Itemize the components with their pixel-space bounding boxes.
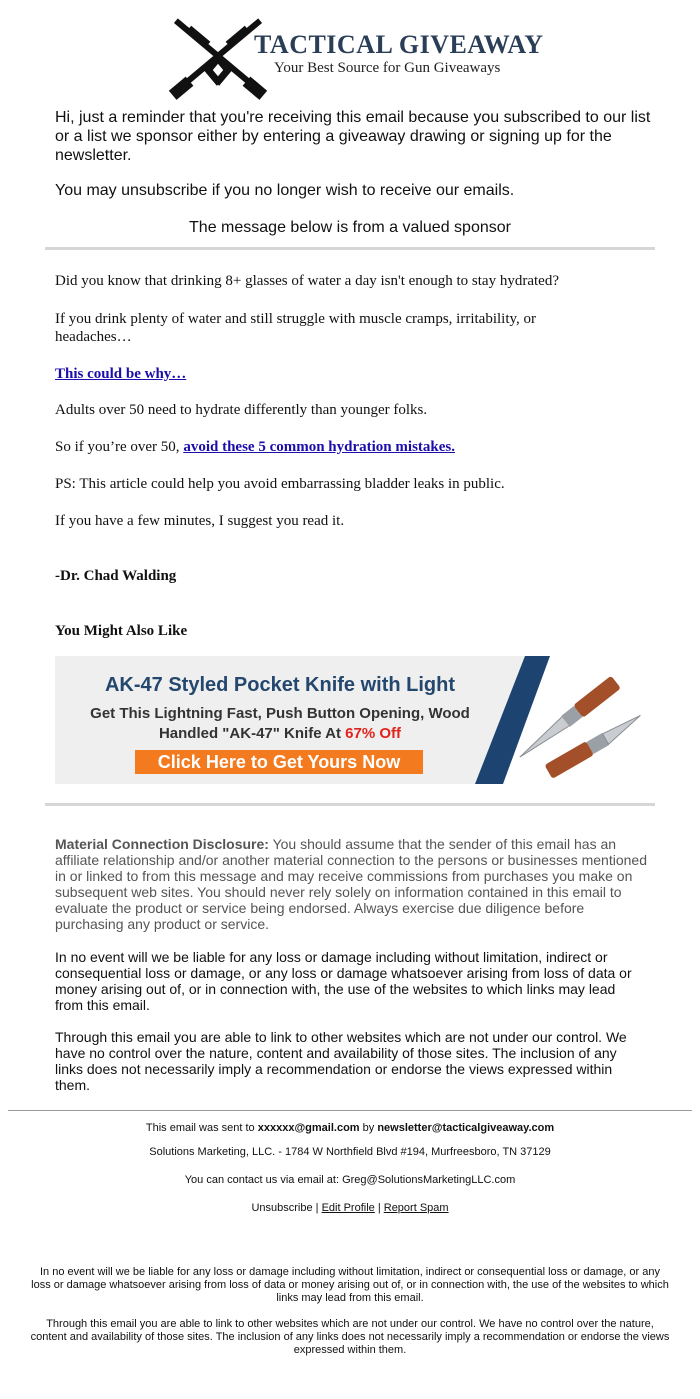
liability-notice: In no event will we be liable for any loss or damage including without limitation, indirect or consequential loss or damage, or any loss or damage whatsoever arising from loss of data or money arising out of, or in connection with, the use of the websites to which links may lead from this email. xyxy=(55,949,632,1013)
knife-ad-banner[interactable] xyxy=(55,656,647,784)
sent-to-line xyxy=(30,1122,670,1135)
sent-by: by xyxy=(359,1122,378,1134)
message-text: So if you’re over 50, xyxy=(55,439,184,455)
message-paragraph: If you drink plenty of water and still struggle with muscle cramps, irritability, or headaches… xyxy=(55,311,537,345)
external-links-notice: Through this email you are able to link to other websites which are not under our control. We have no control over the nature, content and availability of those sites. The inclusion of any links does not necessarily imply a recommendation or endorse the views expressed within them. xyxy=(55,1029,627,1093)
company-address: Solutions Marketing, LLC. - 1784 W Northfield Blvd #194, Murfreesboro, TN 37129 xyxy=(149,1146,551,1158)
logo-tagline: Your Best Source for Gun Giveaways xyxy=(274,60,501,76)
recipient-email: xxxxxx@gmail.com xyxy=(257,1122,360,1134)
ad-cta-button[interactable]: Click Here to Get Yours Now xyxy=(135,750,423,774)
sender-email: newsletter@tacticalgiveaway.com xyxy=(377,1122,555,1134)
unsubscribe-note: You may unsubscribe if you no longer wish to receive our emails. xyxy=(55,182,515,199)
disclosure-body: You should assume that the sender of this email has an affiliate relationship and/or another material connection to the persons or businesses mentioned in or linked to from this message and may receive commissions from purchases you make on subsequent web sites. You should never rely solely on information contained in this email to evaluate the product or service being endorsed. Always exercise due diligence before purchasing any product or service. xyxy=(55,836,647,932)
subscription-reminder: Hi, just a reminder that you're receiving this email because you subscribed to our list or a list we sponsor either by entering a giveaway drawing or signing up for the newsletter. xyxy=(55,109,651,164)
message-link-why[interactable] xyxy=(55,365,186,383)
edit-profile-link[interactable]: Edit Profile xyxy=(321,1202,375,1214)
footer-links-notice: Through this email you are able to link to other websites which are not under our control. We have no control over the nature, content and availability of those sites. The inclusion of any links does not necessarily imply a recommendation or endorse the views expressed within them. xyxy=(30,1318,670,1356)
divider xyxy=(45,247,655,250)
link-separator: | xyxy=(312,1202,322,1214)
ad-subtitle-text: Handled "AK-47" Knife At xyxy=(158,725,346,742)
link-separator: | xyxy=(374,1202,384,1214)
this-could-be-why-link[interactable]: This could be why… xyxy=(55,366,187,382)
header-logo[interactable] xyxy=(158,10,548,102)
footer-liability: In no event will we be liable for any loss or damage including without limitation, indirect or consequential loss or damage, or any loss or damage whatsoever arising from loss of data or money arising out of, or in connection with, the use of the websites to which links may lead from this email. xyxy=(31,1266,669,1304)
ad-subtitle-line xyxy=(55,724,505,744)
message-paragraph: Adults over 50 need to hydrate differently than younger folks. xyxy=(55,402,428,418)
sent-prefix: This email was sent to xyxy=(145,1122,258,1134)
ad-subtitle-line: Get This Lightning Fast, Push Button Opening, Wood xyxy=(90,705,470,722)
message-paragraph: If you have a few minutes, I suggest you read it. xyxy=(55,513,345,529)
footer-divider xyxy=(8,1110,692,1111)
message-paragraph: PS: This article could help you avoid embarrassing bladder leaks in public. xyxy=(55,476,505,492)
footer-links xyxy=(30,1202,670,1215)
unsubscribe-link[interactable]: Unsubscribe xyxy=(251,1202,313,1214)
material-disclosure xyxy=(55,836,647,932)
hydration-mistakes-link[interactable]: avoid these 5 common hydration mistakes. xyxy=(183,439,455,455)
logo-title: TACTICAL GIVEAWAY xyxy=(254,30,544,59)
contact-line: You can contact us via email at: Greg@SolutionsMarketingLLC.com xyxy=(184,1174,516,1186)
message-paragraph xyxy=(55,438,655,456)
also-like-heading: You Might Also Like xyxy=(55,623,188,639)
sponsor-note: The message below is from a valued sponsor xyxy=(189,219,511,236)
divider xyxy=(45,803,655,806)
disclosure-heading: Material Connection Disclosure: xyxy=(55,836,269,852)
ad-subtitle xyxy=(55,704,505,744)
ad-title: AK-47 Styled Pocket Knife with Light xyxy=(104,674,456,696)
message-paragraph: Did you know that drinking 8+ glasses of water a day isn't enough to stay hydrated? xyxy=(55,273,559,289)
ad-discount: 67% Off xyxy=(345,725,402,742)
report-spam-link[interactable]: Report Spam xyxy=(383,1202,449,1214)
signature: -Dr. Chad Walding xyxy=(55,568,177,584)
